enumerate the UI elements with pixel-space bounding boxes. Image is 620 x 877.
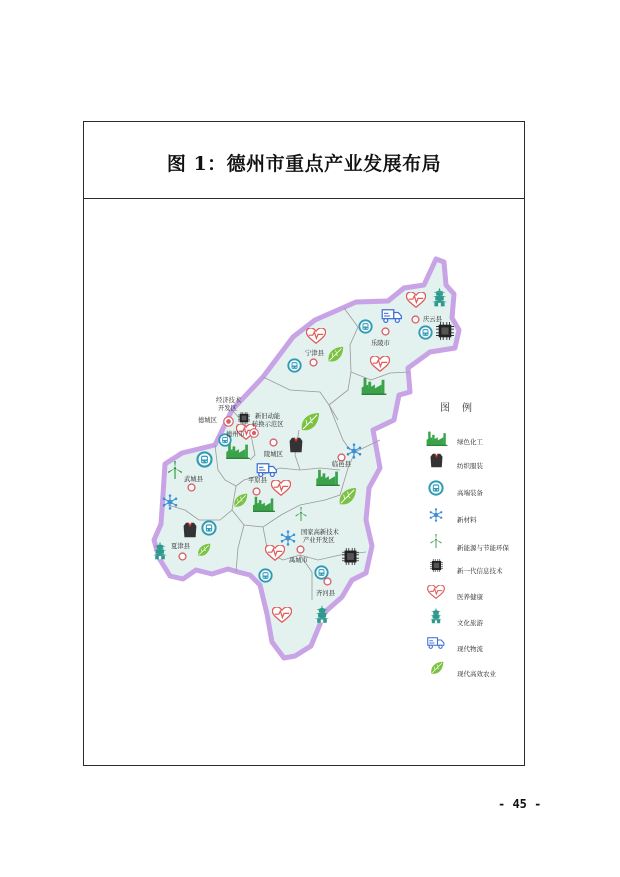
city-marker-gaoxin	[297, 546, 304, 553]
train-equipment-icon	[201, 520, 216, 535]
legend-label: 现代物流	[457, 646, 483, 653]
label-dezhou: 德州市	[226, 431, 245, 438]
label-lingcheng: 陵城区	[264, 451, 283, 458]
legend-label: 医养健康	[457, 594, 483, 601]
label-gaoxin-1: 国家高新技术	[301, 529, 339, 536]
legend-item-equipment	[426, 484, 526, 504]
legend-item-textile	[426, 457, 526, 477]
city-marker-jiuhuan	[250, 429, 259, 438]
legend-item-tourism	[426, 614, 526, 634]
train-equipment-icon	[258, 568, 272, 582]
city-marker-pingyuan	[253, 488, 260, 495]
city-marker-decheng	[224, 417, 233, 426]
legend-item-green-chemical	[426, 433, 526, 453]
legend-item-new-materials	[426, 511, 526, 531]
train-equipment-icon	[358, 319, 372, 333]
garment-vest-icon	[184, 523, 197, 537]
legend-label: 新一代信息技术	[457, 568, 503, 575]
city-marker-xiajin	[179, 553, 186, 560]
label-qihe: 齐河县	[316, 590, 335, 597]
legend-item-it	[426, 562, 526, 582]
label-linyi: 临邑县	[332, 461, 351, 468]
legend-item-logistics	[426, 640, 526, 660]
legend-label: 现代高效农业	[457, 671, 496, 678]
legend-label: 绿色化工	[457, 439, 483, 446]
page-number: - 45 -	[498, 797, 542, 811]
label-jingji-2: 开发区	[218, 405, 237, 412]
legend-title: 图例	[440, 403, 484, 414]
label-jingji-1: 经济技术	[216, 397, 242, 404]
city-marker-wucheng	[188, 484, 195, 491]
legend-label: 新材料	[457, 517, 477, 524]
label-xiajin: 夏津县	[171, 543, 190, 550]
train-equipment-icon	[418, 325, 432, 339]
label-qingyun: 庆云县	[423, 316, 442, 323]
legend-item-health	[426, 588, 526, 608]
label-pingyuan: 平原县	[248, 477, 267, 484]
figure-title: 图 1：德州市重点产业发展布局	[166, 153, 442, 175]
legend-label: 纺织服装	[457, 463, 483, 470]
train-equipment-icon	[196, 451, 212, 467]
legend-label: 新能源与节能环保	[457, 545, 509, 552]
legend-item-new-energy	[426, 539, 526, 559]
label-jiuhuan-1: 新旧动能	[255, 413, 281, 420]
label-jiuhuan-2: 转换示范区	[252, 421, 284, 428]
legend-label: 文化旅游	[457, 620, 483, 627]
city-marker-lingcheng	[270, 439, 277, 446]
label-decheng: 德城区	[198, 417, 217, 424]
label-yucheng: 禹城市	[289, 557, 308, 564]
legend-label: 高端装备	[457, 490, 483, 497]
city-marker-ningjin	[310, 359, 317, 366]
chip-icon	[436, 322, 454, 340]
train-equipment-icon	[314, 565, 328, 579]
label-ningjin: 宁津县	[305, 350, 324, 357]
garment-vest-icon	[290, 438, 303, 452]
city-marker-qingyun	[412, 316, 419, 323]
label-leling: 乐陵市	[371, 340, 390, 347]
city-marker-leling	[382, 328, 389, 335]
city-marker-qihe	[324, 578, 331, 585]
city-marker-linyi	[338, 454, 345, 461]
label-gaoxin-2: 产业开发区	[303, 537, 335, 544]
train-equipment-icon	[287, 358, 301, 372]
legend-item-agriculture	[426, 665, 526, 685]
label-wucheng: 武城县	[184, 476, 203, 483]
